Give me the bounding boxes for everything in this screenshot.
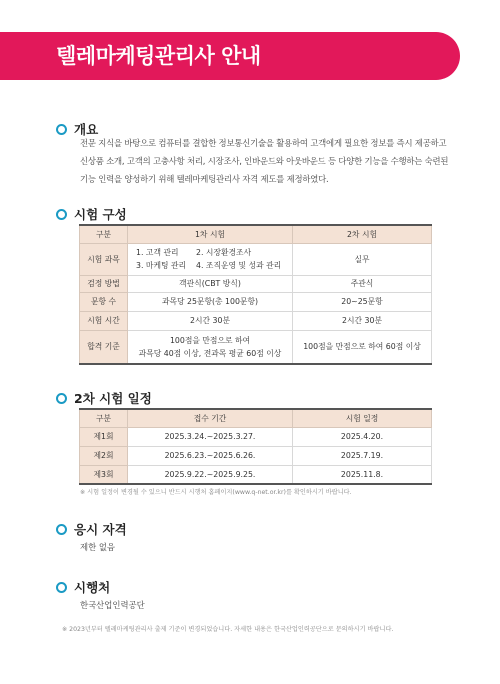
ring-bullet-icon <box>56 209 67 220</box>
header-cell: 시험 일정 <box>293 409 432 427</box>
schedule-table <box>79 408 432 485</box>
table-header-row <box>80 409 432 427</box>
schedule-note: ※ 시험 일정이 변경될 수 있으니 반드시 시행처 홈페이지(www.q-net.or.kr)를 확인하시기 바랍니다. <box>80 489 352 496</box>
pass-line: 100점을 만점으로 하여 <box>169 335 251 345</box>
qualification-title: 응시 자격 <box>74 522 127 537</box>
subjects-cell <box>128 243 293 275</box>
round-label: 제2회 <box>80 446 128 465</box>
qualification-text: 제한 없음 <box>80 542 116 552</box>
title-banner <box>0 32 460 80</box>
table-row <box>80 427 432 446</box>
cell: 20~25문항 <box>293 292 432 311</box>
header-cell: 구분 <box>80 409 128 427</box>
exam-structure-title: 시험 구성 <box>74 207 127 222</box>
period-cell: 2025.3.24.~2025.3.27. <box>128 427 293 446</box>
round-label: 제3회 <box>80 465 128 484</box>
table-row <box>80 446 432 465</box>
organizer-text: 한국산업인력공단 <box>80 600 145 610</box>
footer-note: ※ 2023년부터 텔레마케팅관리사 출제 기준이 변경되었습니다. 자세한 내용은 한국산업인력공단으로 문의하시기 바랍니다. <box>62 626 394 633</box>
subject-item: 4. 조직운영 및 성과 관리 <box>196 261 282 270</box>
row-label: 검정 방법 <box>80 275 128 292</box>
pass-cell <box>128 330 293 364</box>
date-cell: 2025.11.8. <box>293 465 432 484</box>
ring-bullet-icon <box>56 524 67 535</box>
period-cell: 2025.6.23.~2025.6.26. <box>128 446 293 465</box>
date-cell: 2025.7.19. <box>293 446 432 465</box>
qualification-heading <box>56 520 127 538</box>
table-row <box>80 330 432 364</box>
page-title: 텔레마케팅관리사 안내 <box>56 44 261 68</box>
date-cell: 2025.4.20. <box>293 427 432 446</box>
header-cell: 2차 시험 <box>293 225 432 243</box>
exam-structure-heading <box>56 205 127 223</box>
subject-item: 3. 마케팅 관리 <box>136 261 187 270</box>
ring-bullet-icon <box>56 582 67 593</box>
row-label: 시험 과목 <box>80 243 128 275</box>
header-cell: 구분 <box>80 225 128 243</box>
overview-title: 개요 <box>74 122 99 137</box>
table-row <box>80 292 432 311</box>
ring-bullet-icon <box>56 124 67 135</box>
cell: 과목당 25문항(총 100문항) <box>128 292 293 311</box>
schedule-title: 2차 시험 일정 <box>74 391 152 406</box>
cell: 2시간 30분 <box>293 311 432 330</box>
table-row <box>80 243 432 275</box>
table-row <box>80 275 432 292</box>
cell: 객관식(CBT 방식) <box>128 275 293 292</box>
row-label: 시험 시간 <box>80 311 128 330</box>
subject-item: 2. 시장환경조사 <box>196 248 252 257</box>
round-label: 제1회 <box>80 427 128 446</box>
cell: 100점을 만점으로 하여 60점 이상 <box>293 330 432 364</box>
row-label: 합격 기준 <box>80 330 128 364</box>
cell: 주관식 <box>293 275 432 292</box>
row-label: 문항 수 <box>80 292 128 311</box>
subject-item: 1. 고객 관리 <box>136 248 179 257</box>
header-cell: 1차 시험 <box>128 225 293 243</box>
organizer-heading <box>56 578 110 596</box>
period-cell: 2025.9.22.~2025.9.25. <box>128 465 293 484</box>
exam-structure-table <box>79 224 432 365</box>
schedule-heading <box>56 389 152 407</box>
table-row <box>80 311 432 330</box>
ring-bullet-icon <box>56 393 67 404</box>
cell: 2시간 30분 <box>128 311 293 330</box>
table-header-row <box>80 225 432 243</box>
table-row <box>80 465 432 484</box>
header-cell: 접수 기간 <box>128 409 293 427</box>
overview-text: 전문 지식을 바탕으로 컴퓨터를 결합한 정보통신기술을 활용하여 고객에게 필요한 정보를 즉시 제공하고 신상품 소개, 고객의 고충사항 처리, 시장조사, 인바운드와 아웃바운드 등 다양한 기능을 수행하는 숙련된 기능 인력을 양성하기 위해 텔레마케팅관리사 자격 제도를 제정하였다. <box>80 138 449 184</box>
pass-line: 과목당 40점 이상, 전과목 평균 60점 이상 <box>138 348 282 358</box>
organizer-title: 시행처 <box>74 580 111 595</box>
cell: 실무 <box>293 243 432 275</box>
